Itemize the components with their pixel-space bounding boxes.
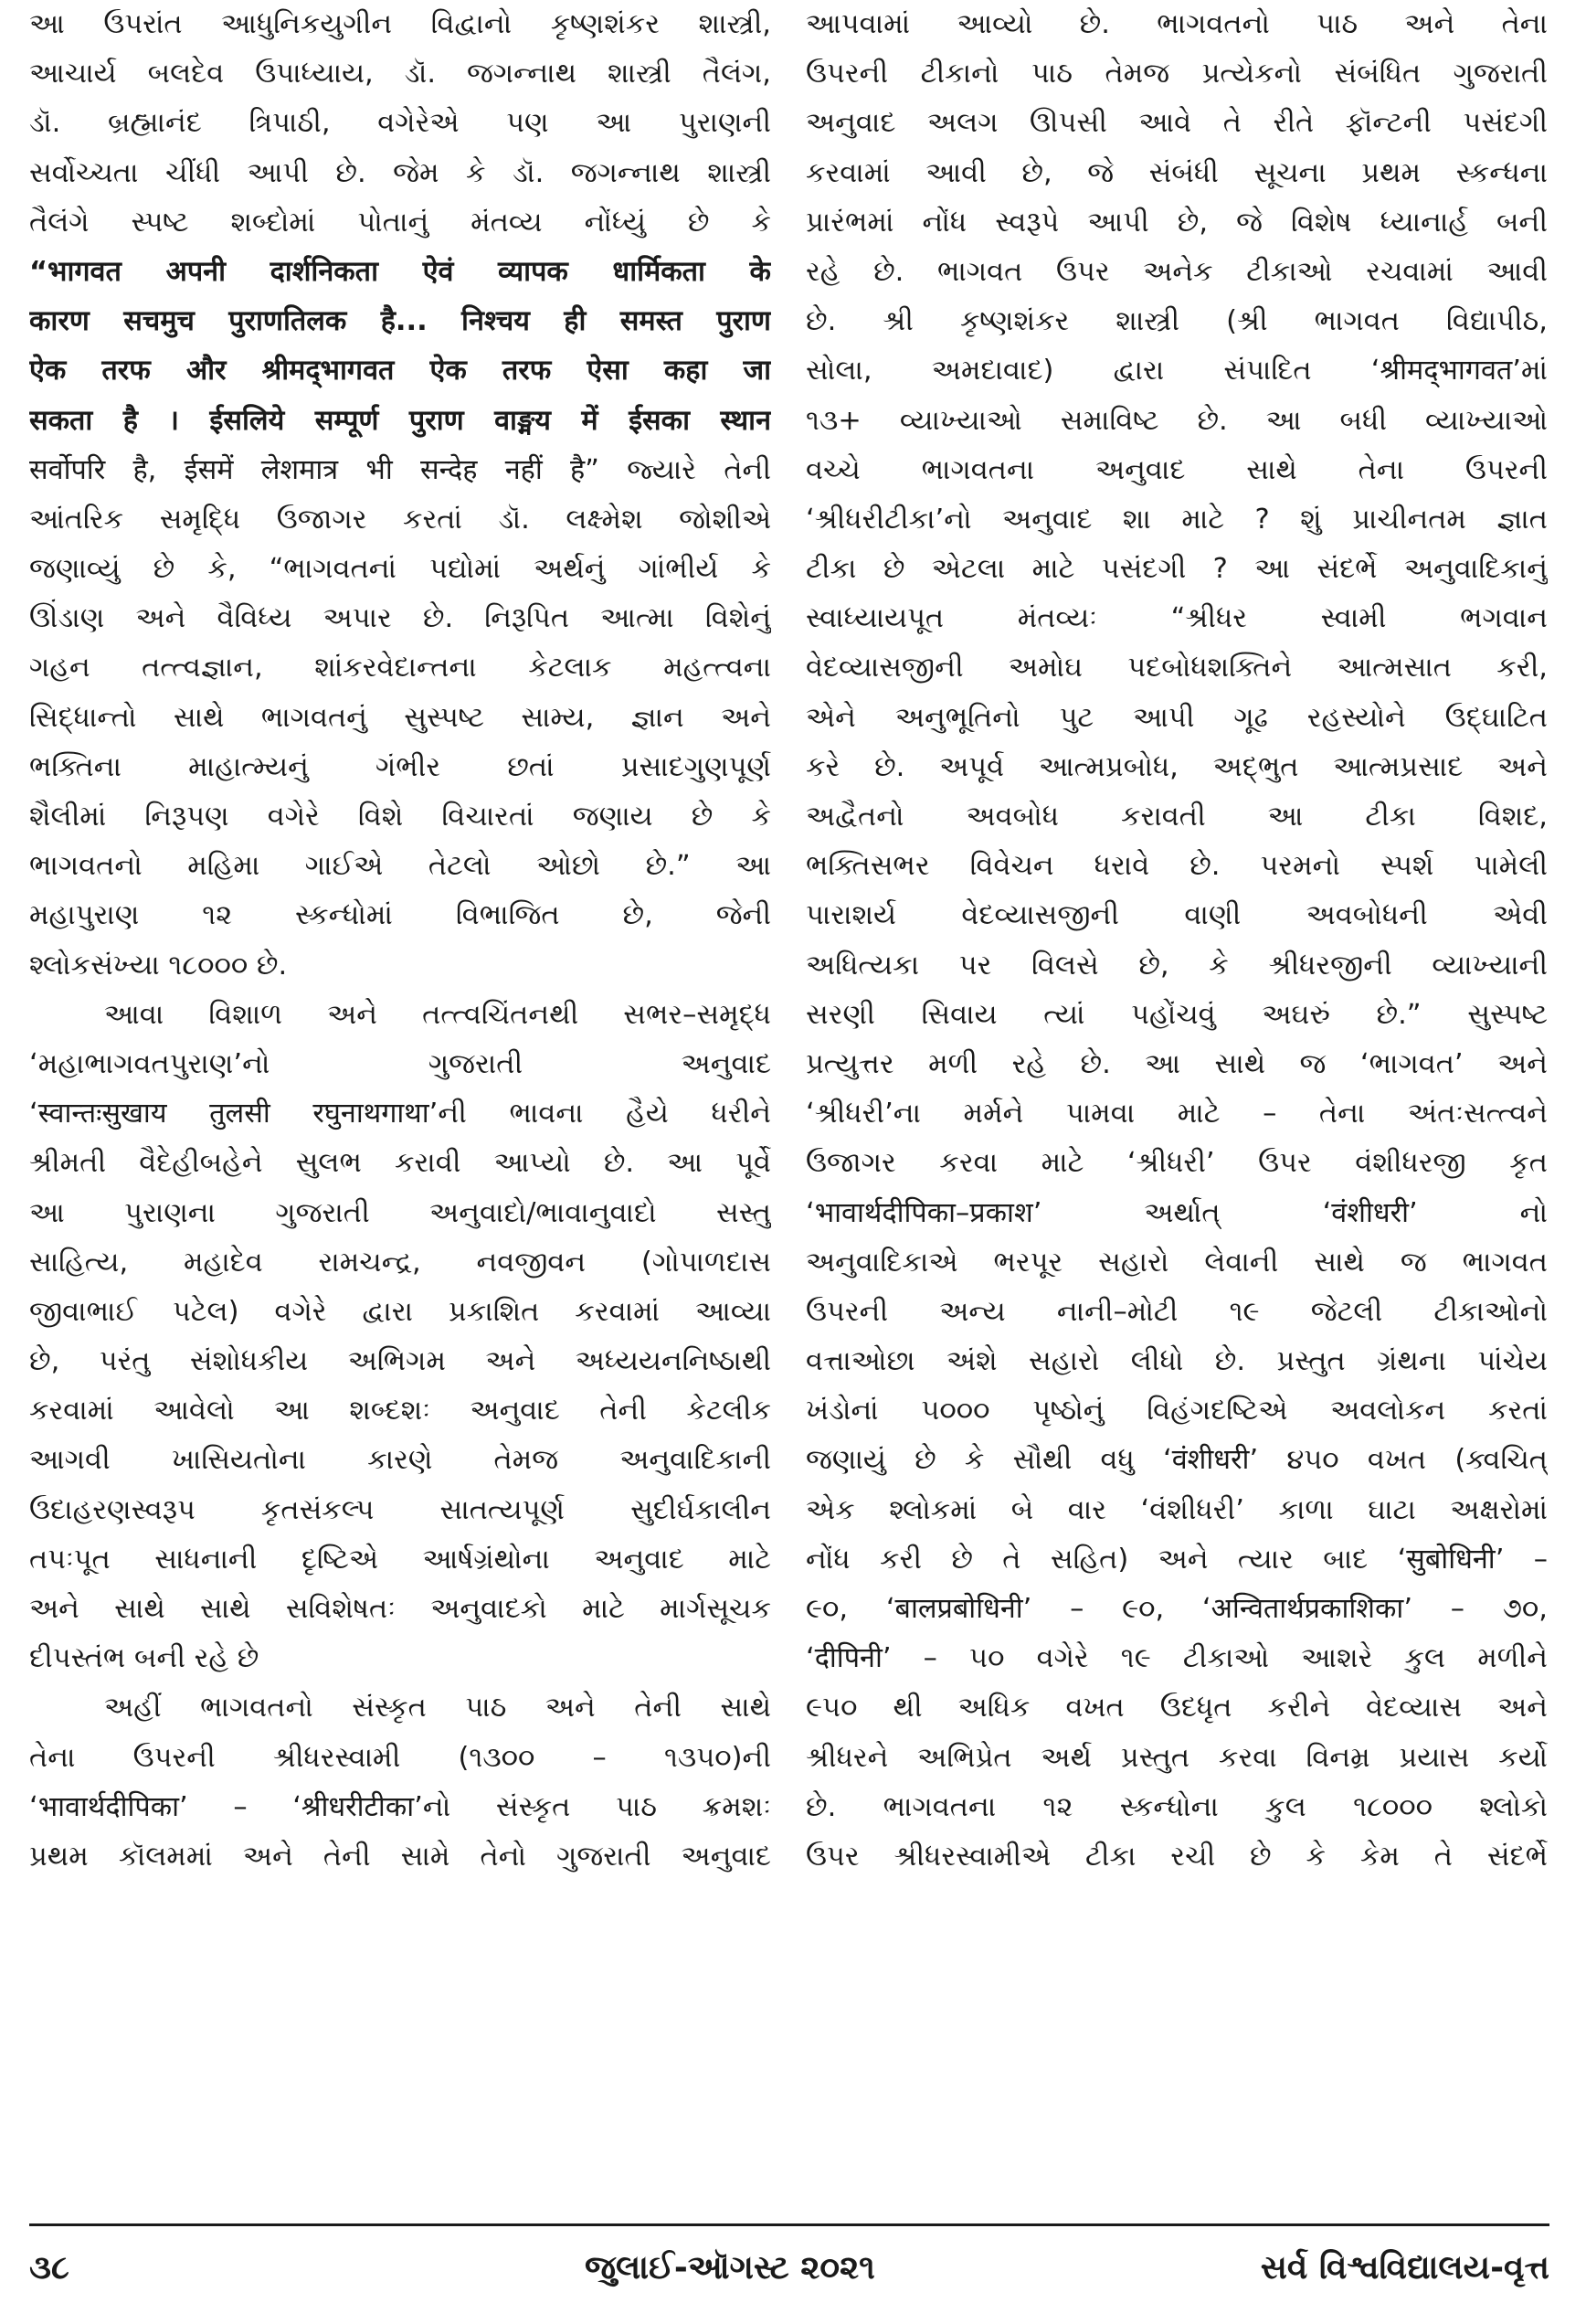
text-line: “भागवत अपनी दार्शनिकता ऐवं व्यापक धार्मिकता के xyxy=(29,255,771,288)
text-line: પ્રારંભમાં નોંધ સ્વરૂપે આપી છે, જે વિશેષ ધ્યાનાર્હ બની xyxy=(806,206,1548,239)
text-line: સર્વોચ્ચતા ચીંધી આપી છે. જેમ કે ડૉ. જગન્નાથ શાસ્ત્રી xyxy=(29,156,771,189)
text-line: વેદવ્યાસજીની અમોઘ પદબોધશક્તિને આત્મસાત કરી, xyxy=(806,652,1548,684)
text-line: ઉદાહરણસ્વરૂપ કૃતસંકલ્પ સાતત્યપૂર્ણ સુદીર્ઘકાલીન xyxy=(29,1493,771,1526)
right-text-column xyxy=(806,0,1548,2219)
text-line: દીપસ્તંભ બની રહે છે xyxy=(29,1642,259,1675)
page-number: ૩૮ xyxy=(29,2249,69,2287)
text-line: મહાપુરાણ ૧૨ સ્કન્ધોમાં વિભાજિત છે, જેની xyxy=(29,899,771,932)
text-line: ભાગવતનો મહિમા ગાઈએ તેટલો ઓછો છે.” આ xyxy=(29,850,771,883)
text-line: ‘दीपिनी’ – ૫૦ વગેરે ૧૯ ટીકાઓ આશરે કુલ મળીને xyxy=(806,1642,1548,1675)
text-line: સાહિત્ય, મહાદેવ રામચન્દ્ર, નવજીવન (ગોપાળદાસ xyxy=(29,1246,771,1279)
text-line: આપવામાં આવ્યો છે. ભાગવતનો પાઠ અને તેના xyxy=(806,8,1548,40)
text-line: સ્વાધ્યાયપૂત મંતવ્યઃ “શ્રીધર સ્વામી ભગવાન xyxy=(806,602,1548,635)
text-line: ૯૦, ‘बालप्रबोधिनी’ – ૯૦, ‘अन्वितार्थप्रकाशिका’ – ૭૦, xyxy=(806,1593,1548,1625)
text-line: ઉજાગર કરવા માટે ‘શ્રીધરી’ ઉપર વંશીધરજી કૃત xyxy=(806,1147,1548,1180)
text-line: તેના ઉપરની શ્રીધરસ્વામી (૧૩૦૦ – ૧૩૫૦)ની xyxy=(29,1741,771,1774)
journal-title: સર્વ વિશ્વવિદ્યાલય-વૃત્ત xyxy=(1260,2249,1549,2287)
text-line: ઉપરની ટીકાનો પાઠ તેમજ પ્રત્યેકનો સંબંધિત ગુજરાતી xyxy=(806,58,1548,90)
text-line: વત્તાઓછા અંશે સહારો લીધો છે. પ્રસ્તુત ગ્રંથના પાંચેય xyxy=(806,1345,1548,1378)
text-line: અદ્વૈતનો અવબોધ કરાવતી આ ટીકા વિશદ, xyxy=(806,801,1548,833)
text-line: જણાયું છે કે સૌથી વધુ ‘वंशीधरी’ ૪૫૦ વખત (ક્વચિત્ xyxy=(806,1444,1548,1477)
text-line: પ્રથમ કૉલમમાં અને તેની સામે તેનો ગુજરાતી અનુવાદ xyxy=(29,1840,771,1873)
text-line: આ પુરાણના ગુજરાતી અનુવાદો/ભાવાનુવાદો સસ્તુ xyxy=(29,1196,771,1229)
text-line: સિદ્ધાન્તો સાથે ભાગવતનું સુસ્પષ્ટ સામ્ય, જ્ઞાન અને xyxy=(29,701,771,734)
text-line: નોંધ કરી છે તે સહિત) અને ત્યાર બાદ ‘सुबोधिनी’ – xyxy=(806,1543,1548,1576)
text-line: એને અનુભૂતિનો પુટ આપી ગૂઢ રહસ્યોને ઉદ્‌ઘાટિત xyxy=(806,701,1548,734)
text-line: કરવામાં આવી છે, જે સંબંધી સૂચના પ્રથમ સ્કન્ધના xyxy=(806,156,1548,189)
text-line: તપઃપૂત સાધનાની દૃષ્ટિએ આર્ષગ્રંથોના અનુવાદ માટે xyxy=(29,1543,771,1576)
text-line: અધિત્યકા પર વિલસે છે, કે શ્રીધરજીની વ્યાખ્યાની xyxy=(806,949,1548,982)
text-line: ‘શ્રીધરીટીકા’નો અનુવાદ શા માટે ? શું પ્રાચીનતમ જ્ઞાત xyxy=(806,503,1548,536)
text-line: ભક્તિસભર વિવેચન ધરાવે છે. પરમનો સ્પર્શ પામેલી xyxy=(806,850,1548,883)
text-line: જીવાભાઈ પટેલ) વગેરે દ્વારા પ્રકાશિત કરવામાં આવ્યા xyxy=(29,1295,771,1328)
text-line: શૈલીમાં નિરૂપણ વગેરે વિશે વિચારતાં જણાય છે કે xyxy=(29,801,771,833)
text-line: ઉપર શ્રીધરસ્વામીએ ટીકા રચી છે કે કેમ તે સંદર્ભે xyxy=(806,1840,1548,1873)
text-line: આચાર્ય બલદેવ ઉપાધ્યાય, ડૉ. જગન્નાથ શાસ્ત્રી તૈલંગ, xyxy=(29,58,771,90)
text-line: ‘स्वान्तःसुखाय तुलसी रघुनाथगाथा’ની ભાવના હૈયે ધરીને xyxy=(29,1098,771,1130)
text-line: પ્રત્યુત્તર મળી રહે છે. આ સાથે જ ‘ભાગવત’ અને xyxy=(806,1047,1548,1080)
text-line: ગહન તત્ત્વજ્ઞાન, શાંકરવેદાન્તના કેટલાક મહત્ત્વના xyxy=(29,652,771,684)
text-line: ભક્તિના માહાત્મ્યનું ગંભીર છતાં પ્રસાદગુણપૂર્ણ xyxy=(29,750,771,783)
text-line: સોલા, અમદાવાદ) દ્વારા સંપાદિત ‘श्रीमद्‌भागवत’માં xyxy=(806,355,1548,387)
issue-date: જુલાઈ-ઑગસ્ટ ૨૦૨૧ xyxy=(585,2249,875,2287)
text-line: ૧૩+ વ્યાખ્યાઓ સમાવિષ્ટ છે. આ બધી વ્યાખ્યાઓ xyxy=(806,404,1548,437)
text-line: શ્રીધરને અભિપ્રેત અર્થ પ્રસ્તુત કરવા વિનમ્ર પ્રયાસ કર્યો xyxy=(806,1741,1548,1774)
text-line: અનુવાદ અલગ ઊપસી આવે તે રીતે ફૉન્ટની પસંદગી xyxy=(806,107,1548,140)
text-line: આગવી ખાસિયતોના કારણે તેમજ અનુવાદિકાની xyxy=(29,1444,771,1477)
text-line: અહીં ભાગવતનો સંસ્કૃત પાઠ અને તેની સાથે xyxy=(104,1692,771,1724)
text-line: છે, પરંતુ સંશોધકીય અભિગમ અને અધ્યયનનિષ્ઠાથી xyxy=(29,1345,771,1378)
text-line: ‘મહાભાગવતપુરાણ’નો ગુજરાતી અનુવાદ xyxy=(29,1047,771,1080)
text-line: આવા વિશાળ અને તત્ત્વચિંતનથી સભર–સમૃદ્ધ xyxy=(104,998,771,1031)
text-line: રહે છે. ભાગવત ઉપર અનેક ટીકાઓ રચવામાં આવી xyxy=(806,255,1548,288)
text-line: ૯૫૦ થી અધિક વખત ઉદધૃત કરીને વેદવ્યાસ અને xyxy=(806,1692,1548,1724)
text-line: ‘भावार्थदीपिका’ – ‘श्रीधरीटीका’નો સંસ્કૃત પાઠ ક્રમશઃ xyxy=(29,1790,771,1823)
text-line: છે. શ્રી કૃષ્ણશંકર શાસ્ત્રી (શ્રી ભાગવત વિદ્યાપીઠ, xyxy=(806,305,1548,338)
text-line: ऐक तरफ और श्रीमद्‌भागवत ऐक तरफ ऐसा कहा जा xyxy=(29,355,771,387)
text-line: ‘શ્રીધરી’ના મર્મને પામવા માટે – તેના અંતઃસત્ત્વને xyxy=(806,1098,1548,1130)
text-line: કરે છે. અપૂર્વ આત્મપ્રબોધ, અદ્‌ભુત આત્મપ્રસાદ અને xyxy=(806,750,1548,783)
text-line: વચ્ચે ભાગવતના અનુવાદ સાથે તેના ઉપરની xyxy=(806,453,1548,486)
text-line: એક શ્લોકમાં બે વાર ‘વંશીધરી’ કાળા ઘાટા અક્ષરોમાં xyxy=(806,1493,1548,1526)
text-line: कारण सचमुच पुराणतिलक है... निश्चय ही समस्त पुराण xyxy=(29,305,771,338)
text-line: सर्वोपरि है, ईसमें लेशमात्र भी सन्देह नहीं है” જ્યારે તેની xyxy=(29,453,771,486)
text-line: ઊંડાણ અને વૈવિધ્ય અપાર છે. નિરૂપિત આત્મા વિશેનું xyxy=(29,602,771,635)
text-line: તૈલંગે સ્પષ્ટ શબ્દોમાં પોતાનું મંતવ્ય નોંધ્યું છે કે xyxy=(29,206,771,239)
text-line: શ્રીમતી વૈદેહીબહેને સુલભ કરાવી આપ્યો છે. આ પૂર્વે xyxy=(29,1147,771,1180)
text-line: સરણી સિવાય ત્યાં પહોંચવું અઘરું છે.” સુસ્પષ્ટ xyxy=(806,998,1548,1031)
text-line: આંતરિક સમૃદ્ધિ ઉજાગર કરતાં ડૉ. લક્ષ્મેશ જોશીએ xyxy=(29,503,771,536)
footer-divider xyxy=(29,2223,1549,2226)
text-line: ઉપરની અન્ય નાની–મોટી ૧૯ જેટલી ટીકાઓનો xyxy=(806,1295,1548,1328)
text-line: सकता है । ईसलिये सम्पूर्ण पुराण वाङ्मय में ईसका स्थान xyxy=(29,404,771,437)
text-line: ખંડોનાં ૫૦૦૦ પૃષ્ઠોનું વિહંગદષ્ટિએ અવલોકન કરતાં xyxy=(806,1395,1548,1427)
text-line: ‘भावार्थदीपिका–प्रकाश’ અર્થાત્ ‘वंशीधरी’ નો xyxy=(806,1196,1548,1229)
text-line: ડૉ. બ્રહ્માનંદ ત્રિપાઠી, વગેરેએ પણ આ પુરાણની xyxy=(29,107,771,140)
text-line: શ્લોકસંખ્યા ૧૮૦૦૦ છે. xyxy=(29,949,288,982)
text-line: પારાશર્ય વેદવ્યાસજીની વાણી અવબોધની એવી xyxy=(806,899,1548,932)
text-line: અને સાથે સાથે સવિશેષતઃ અનુવાદકો માટે માર્ગસૂચક xyxy=(29,1593,771,1625)
text-line: જણાવ્યું છે કે, “ભાગવતનાં પદ્યોમાં અર્થનું ગાંભીર્ય કે xyxy=(29,553,771,586)
text-line: અનુવાદિકાએ ભરપૂર સહારો લેવાની સાથે જ ભાગવત xyxy=(806,1246,1548,1279)
text-line: આ ઉપરાંત આધુનિકયુગીન વિદ્વાનો કૃષ્ણશંકર શાસ્ત્રી, xyxy=(29,8,771,40)
text-line: ટીકા છે એટલા માટે પસંદગી ? આ સંદર્ભે અનુવાદિકાનું xyxy=(806,553,1548,586)
text-line: કરવામાં આવેલો આ શબ્દશઃ અનુવાદ તેની કેટલીક xyxy=(29,1395,771,1427)
left-text-column xyxy=(29,0,771,2219)
text-line: છે. ભાગવતના ૧૨ સ્કન્ધોના કુલ ૧૮૦૦૦ શ્લોકો xyxy=(806,1790,1548,1823)
